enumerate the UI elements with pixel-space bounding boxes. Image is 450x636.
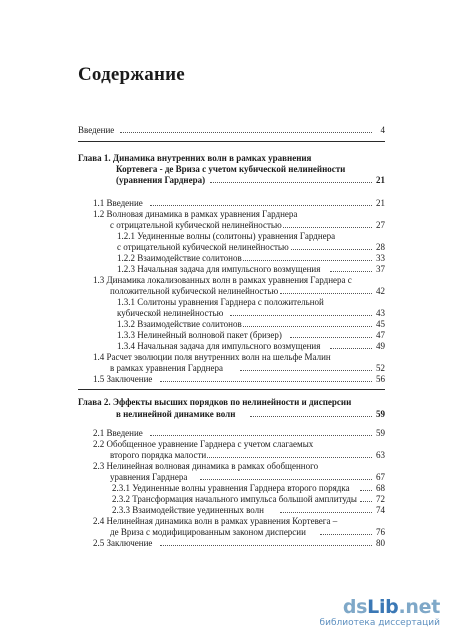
toc-leader [240,370,372,371]
toc-entry-page: 63 [376,450,385,460]
toc-leader [280,293,372,294]
toc-entry-1-2-line-1[interactable] [0,209,450,220]
toc-entry-text: 2.3 Нелинейная волновая динамика в рамках обобщенного [93,461,319,471]
toc-leader [360,501,372,502]
toc-entry-2-1[interactable] [0,428,450,439]
toc-leader [320,534,372,535]
toc-chapter-2-line-2[interactable] [0,409,450,420]
toc-entry-page: 68 [376,483,385,493]
toc-entry-text: 1.3.3 Нелинейный волновой пакет (бризер) [117,330,282,340]
toc-entry-1-3-3[interactable] [0,330,450,341]
toc-entry-text: уравнения Гарднера [110,472,188,482]
toc-entry-1-2-1-line-1[interactable] [0,231,450,242]
toc-entry-2-3-line-2[interactable] [0,472,450,483]
toc-entry-1-2-3[interactable] [0,264,450,275]
toc-entry-2-3-3[interactable] [0,505,450,516]
toc-entry-text: 1.5 Заключение [93,374,153,384]
toc-entry-text: 1.4 Расчет эволюции поля внутренних волн на шельфе Малин [93,352,331,362]
toc-entry-page: 76 [376,527,385,537]
toc-entry-page: 27 [376,220,385,230]
toc-entry-1-3-2[interactable] [0,319,450,330]
toc-entry-text: 1.2 Волновая динамика в рамках уравнения Гарднера [93,209,298,219]
toc-entry-text: 2.1 Введение [93,428,143,438]
toc-leader [240,326,372,327]
toc-entry-page: 42 [376,286,385,296]
toc-entry-text: 2.3.1 Уединенные волны уравнения Гарднера второго порядка [112,483,350,493]
toc-entry-page: 72 [376,494,385,504]
toc-entry-text: де Вриза с модифицированным законом дисперсии [110,527,306,537]
toc-leader [360,490,372,491]
toc-leader [200,457,372,458]
toc-leader [280,249,372,250]
toc-entry-2-2-line-1[interactable] [0,439,450,450]
toc-entry-1-3-1-line-1[interactable] [0,297,450,308]
toc-entry-text: с отрицательной кубической нелинейностью [110,220,282,230]
toc-entry-page: 49 [376,341,385,351]
toc-entry-text: 1.3.2 Взаимодействие солитонов [117,319,242,329]
toc-entry-text: 1.3.4 Начальная задача для импульсного возмущения [117,341,321,351]
toc-leader [150,435,372,436]
toc-entry-text: 1.1 Введение [93,198,143,208]
toc-entry-page: 43 [376,308,385,318]
toc-leader [280,227,372,228]
toc-entry-page: 47 [376,330,385,340]
toc-entry-text: (уравнения Гарднера) [116,175,206,185]
dslib-logo: dsLib.net [342,596,440,618]
toc-entry-page: 52 [376,363,385,373]
page-title: Содержание [78,64,185,85]
toc-entry-page: 21 [376,198,385,208]
toc-entry-text: Кортевега - де Вриза с учетом кубической нелинейности [116,164,346,174]
toc-leader [330,271,372,272]
toc-entry-page: 33 [376,253,385,263]
toc-entry-text: 1.2.1 Уединенные волны (солитоны) уравнения Гарднера [117,231,336,241]
toc-leader [160,381,372,382]
toc-entry-text: Введение [78,125,115,135]
toc-chapter-1-line-3[interactable] [0,175,450,186]
toc-entry-1-1[interactable] [0,198,450,209]
toc-leader [120,132,372,133]
toc-entry-text: 1.3 Динамика локализованных волн в рамках уравнения Гарднера с [93,275,352,285]
toc-entry-text: положительной кубической нелинейностью [110,286,279,296]
toc-leader [250,416,372,417]
toc-entry-page: 59 [376,409,385,419]
toc-entry-1-4-line-1[interactable] [0,352,450,363]
toc-entry-intro[interactable] [0,125,450,136]
toc-entry-text: 2.2 Обобщенное уравнение Гарднера с учетом слагаемых [93,439,314,449]
toc-entry-page: 80 [376,538,385,548]
toc-chapter-2-line-1[interactable] [0,397,450,408]
toc-entry-text: 1.3.1 Солитоны уравнения Гарднера с положительной [117,297,324,307]
toc-entry-page: 37 [376,264,385,274]
toc-entry-1-3-line-2[interactable] [0,286,450,297]
toc-entry-text: 1.2.3 Начальная задача для импульсного возмущения [117,264,321,274]
toc-entry-2-4-line-1[interactable] [0,516,450,527]
separator-line [78,141,385,142]
toc-entry-2-3-line-1[interactable] [0,461,450,472]
toc-entry-page: 74 [376,505,385,515]
toc-entry-text: кубической нелинейностью [117,308,224,318]
toc-leader [280,512,372,513]
toc-chapter-1-line-2[interactable] [0,164,450,175]
toc-entry-1-2-2[interactable] [0,253,450,264]
toc-entry-page: 45 [376,319,385,329]
toc-entry-text: 1.2.2 Взаимодействие солитонов [117,253,242,263]
toc-entry-text: с отрицательной кубической нелинейностью [117,242,289,252]
toc-entry-1-5[interactable] [0,374,450,385]
toc-leader [240,260,372,261]
toc-entry-text: в нелинейной динамике волн [116,409,236,419]
toc-entry-1-2-line-2[interactable] [0,220,450,231]
dslib-watermark [312,596,440,630]
separator-line [78,389,385,390]
toc-leader [200,479,372,480]
toc-entry-1-2-1-line-2[interactable] [0,242,450,253]
toc-entry-2-3-2[interactable] [0,494,450,505]
toc-leader [210,182,372,183]
toc-entry-text: 2.5 Заключение [93,538,153,548]
toc-entry-page: 28 [376,242,385,252]
toc-entry-text: Глава 1. Динамика внутренних волн в рамках уравнения [78,153,312,163]
toc-entry-text: Глава 2. Эффекты высших порядков по нелинейности и дисперсии [78,397,352,407]
toc-entry-text: второго порядка малости [110,450,207,460]
toc-entry-page: 4 [380,125,385,135]
toc-entry-page: 59 [376,428,385,438]
toc-entry-page: 67 [376,472,385,482]
toc-entry-1-4-line-2[interactable] [0,363,450,374]
toc-leader [330,348,372,349]
toc-leader [230,315,372,316]
toc-leader [290,337,372,338]
toc-entry-1-3-1-line-2[interactable] [0,308,450,319]
toc-leader [160,545,372,546]
toc-entry-2-4-line-2[interactable] [0,527,450,538]
toc-entry-1-3-4[interactable] [0,341,450,352]
toc-entry-1-3-line-1[interactable] [0,275,450,286]
toc-entry-text: 2.4 Нелинейная динамика волн в рамках уравнения Кортевега – [93,516,338,526]
toc-entry-page: 56 [376,374,385,384]
toc-entry-page: 21 [376,175,385,185]
toc-entry-2-5[interactable] [0,538,450,549]
toc-entry-2-3-1[interactable] [0,483,450,494]
toc-entry-2-2-line-2[interactable] [0,450,450,461]
toc-entry-text: 2.3.3 Взаимодействие уединенных волн [112,505,264,515]
toc-chapter-1-line-1[interactable] [0,153,450,164]
toc-entry-text: в рамках уравнения Гарднера [110,363,223,373]
dslib-subtitle: библиотека диссертаций [319,618,440,628]
toc-entry-text: 2.3.2 Трансформация начального импульса большой амплитуды [112,494,357,504]
toc-leader [150,205,372,206]
